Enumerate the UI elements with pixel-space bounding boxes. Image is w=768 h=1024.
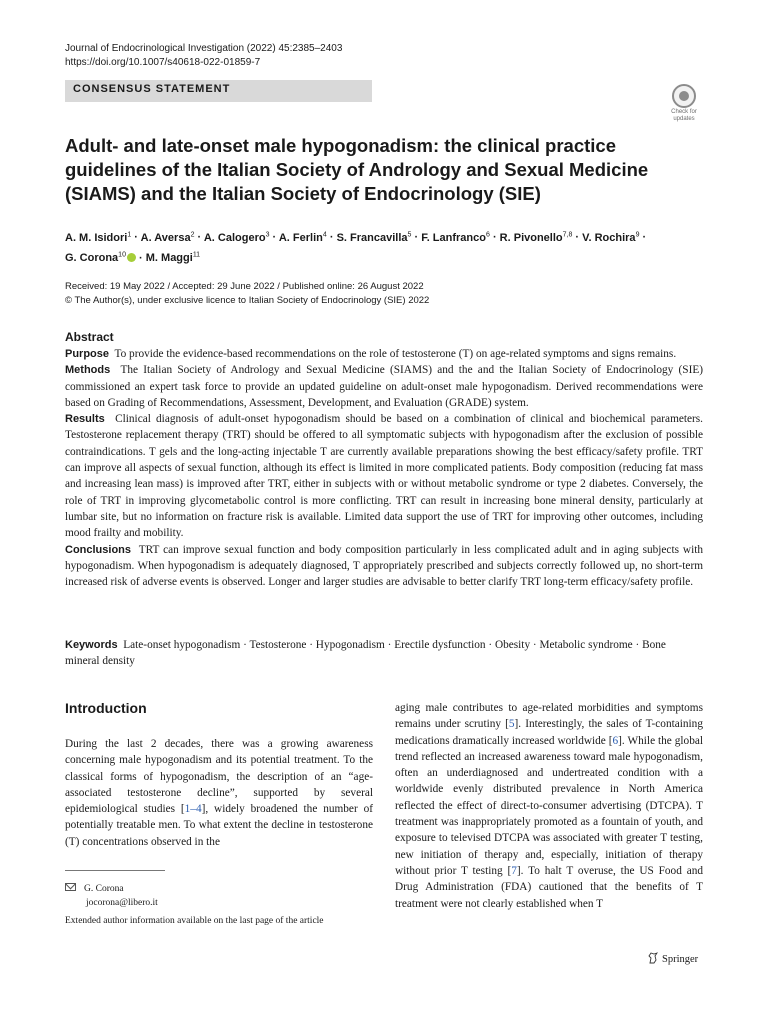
author[interactable]: R. Pivonello$^{7,8}$ (499, 231, 573, 244)
envelope-icon (65, 883, 76, 891)
author[interactable]: M. Maggi$^{11}$ (145, 251, 201, 265)
extended-info-note: Extended author information available on the last page of the article (65, 916, 324, 926)
citation-link[interactable]: 6 (612, 734, 619, 747)
author[interactable]: V. Rochira$^9$ (582, 231, 640, 244)
author[interactable]: A. Aversa$^2$ (140, 231, 195, 244)
abstract-methods: Methods The Italian Society of Andrology and Sexual Medicine (SIAMS) and the and the Italian Society of Endocrinology (SIE) commissioned an expert task force to provide an updated guideline on adult-onset male hypogonadism. Derived recommendations were based on Grading of Recommendations, Assessment, Development, and Evaluation (GRADE) system. (65, 364, 703, 409)
publisher-mark (648, 952, 698, 965)
author[interactable]: A. M. Isidori$^1$ (65, 231, 132, 244)
corresponding-email[interactable]: jocorona@libero.it (86, 898, 158, 908)
author[interactable]: A. Ferlin$^4$ (278, 231, 327, 244)
publisher-name: Springer (662, 954, 699, 965)
author-list: A. M. Isidori$^1$ · A. Aversa$^2$ · A. Calogero$^3$ · A. Ferlin$^4$ · S. Francavilla$^5$ · F. Lanfranco$^6$ · R. Pivonello$^{7,8}$ · V. Rochira$^9$ · G. Corona$^{10}$ · M. Maggi$^{11}$ (65, 231, 647, 265)
keywords-label: Keywords (65, 639, 118, 651)
footnote (65, 882, 373, 928)
abstract-purpose: Purpose To provide the evidence-based recommendations on the role of testosterone (T) on age-related symptoms and signs remains. (65, 348, 677, 360)
citation-link[interactable]: 1–4 (184, 803, 202, 816)
check-updates-text: Check for updates (671, 109, 697, 122)
section-banner (65, 80, 372, 102)
author[interactable]: A. Calogero$^3$ (203, 231, 270, 244)
citation-link[interactable]: 7 (511, 864, 517, 877)
abstract-results: Results Clinical diagnosis of adult-onset hypogonadism should be based on a combination of clinical and biochemical parameters. Testosterone replacement therapy (TRT) should be offered to all symptomatic subjects with hypogonadism after the exclusion of possible contraindications. T gels and the long-acting injectable T are currently available preparations showing the best efficacy/safety profile. TRT can improve all aspects of sexual function, although its effect is limited in more complicated patients. Body composition (reducing fat mass and increasing lean mass) is improved after TRT, either in subjects with or without metabolic syndrome or type 2 diabetes. Conversely, the role of TRT in improving glycometabolic control is more conflicting. TRT can result in increasing bone mineral density, particularly at lumbar site, but no information on fracture risk is available. Limited data support the use of TRT for improving other outcomes, including mood frailty and mobility. (65, 413, 704, 540)
journal-citation: Journal of Endocrinological Investigation (2022) 45:2385–2403 (65, 43, 343, 54)
citation-link[interactable]: 5 (508, 718, 515, 731)
abstract-conclusions: Conclusions TRT can improve sexual function and body composition particularly in less complicated adult and in aging subjects with hypogonadism. When hypogonadism is adequately diagnosed, T appropriately prescribed and subjects correctly followed up, no short-term increased risk of adverse events is observed. Longer and larger studies are advisable to better clarify TRT long-term efficacy/safety profile. (65, 543, 703, 589)
intro-left-column: During the last 2 decades, there was a growing awareness concerning male hypogonadism and its potential treatment. To the classical forms of hypogonadism, the description of an “age-associated testosterone decline”, supported by several epidemiological studies [1–4], widely broadened the number of potentially treatable men. To what extent the decline in testosterone (T) concentrations observed in the (65, 738, 373, 848)
keywords-section (65, 637, 703, 670)
publication-dates (65, 280, 429, 308)
intro-right-column: aging male contributes to age-related morbidities and symptoms remains under scrutiny [5]. Interestingly, the sales of T-containing medications dramatically increased worldwide [6]. While the global trend reflected an increased awareness toward male hypogonadism, often an underdiagnosed and undertreated condition with a worldwide evenly distributed prevalence in North America reflected the effect of direct-to-consumer advertising (DTCPA). T treatment was inappropriately promoted as a fountain of youth, and exposure to televised DTCPA was associated with greater T testing, new initiation of therapy and, especially, initiation of therapy without prior T testing [7]. To halt T overuse, the US Food and Drug Administration (FDA) cautioned that the benefits of T treatment were not clearly established when T (395, 702, 703, 910)
author[interactable]: F. Lanfranco$^6$ (421, 231, 490, 244)
abstract-section (65, 330, 703, 590)
author[interactable]: S. Francavilla$^5$ (336, 231, 412, 244)
springer-horse-icon (648, 952, 658, 964)
history-dates: Received: 19 May 2022 / Accepted: 29 June 2022 / Published online: 26 August 2022 (65, 281, 424, 292)
article-title: Adult- and late-onset male hypogonadism: the clinical practice guidelines of the Italian Society of Andrology and Sexual Medicine (SIAMS) and the Italian Society of Endocrinology (SIE) (65, 135, 649, 204)
footnote-divider (65, 870, 165, 871)
introduction-heading: Introduction (65, 700, 147, 716)
doi-link[interactable]: https://doi.org/10.1007/s40618-022-01859-7 (65, 57, 261, 68)
check-updates-icon (672, 84, 696, 108)
journal-header (65, 42, 342, 70)
corresponding-author: G. Corona (84, 884, 124, 894)
keywords-text: Late-onset hypogonadism · Testosterone · Hypogonadism · Erectile dysfunction · Obesity · Metabolic syndrome · Bone mineral density (65, 639, 666, 668)
check-for-updates-badge[interactable] (664, 84, 704, 122)
author[interactable]: G. Corona$^{10}$ (65, 252, 136, 264)
abstract-heading: Abstract (65, 330, 114, 344)
orcid-icon[interactable] (127, 253, 136, 262)
section-label: CONSENSUS STATEMENT (73, 83, 231, 95)
copyright-line: © The Author(s), under exclusive licence to Italian Society of Endocrinology (SIE) 2022 (65, 295, 430, 306)
